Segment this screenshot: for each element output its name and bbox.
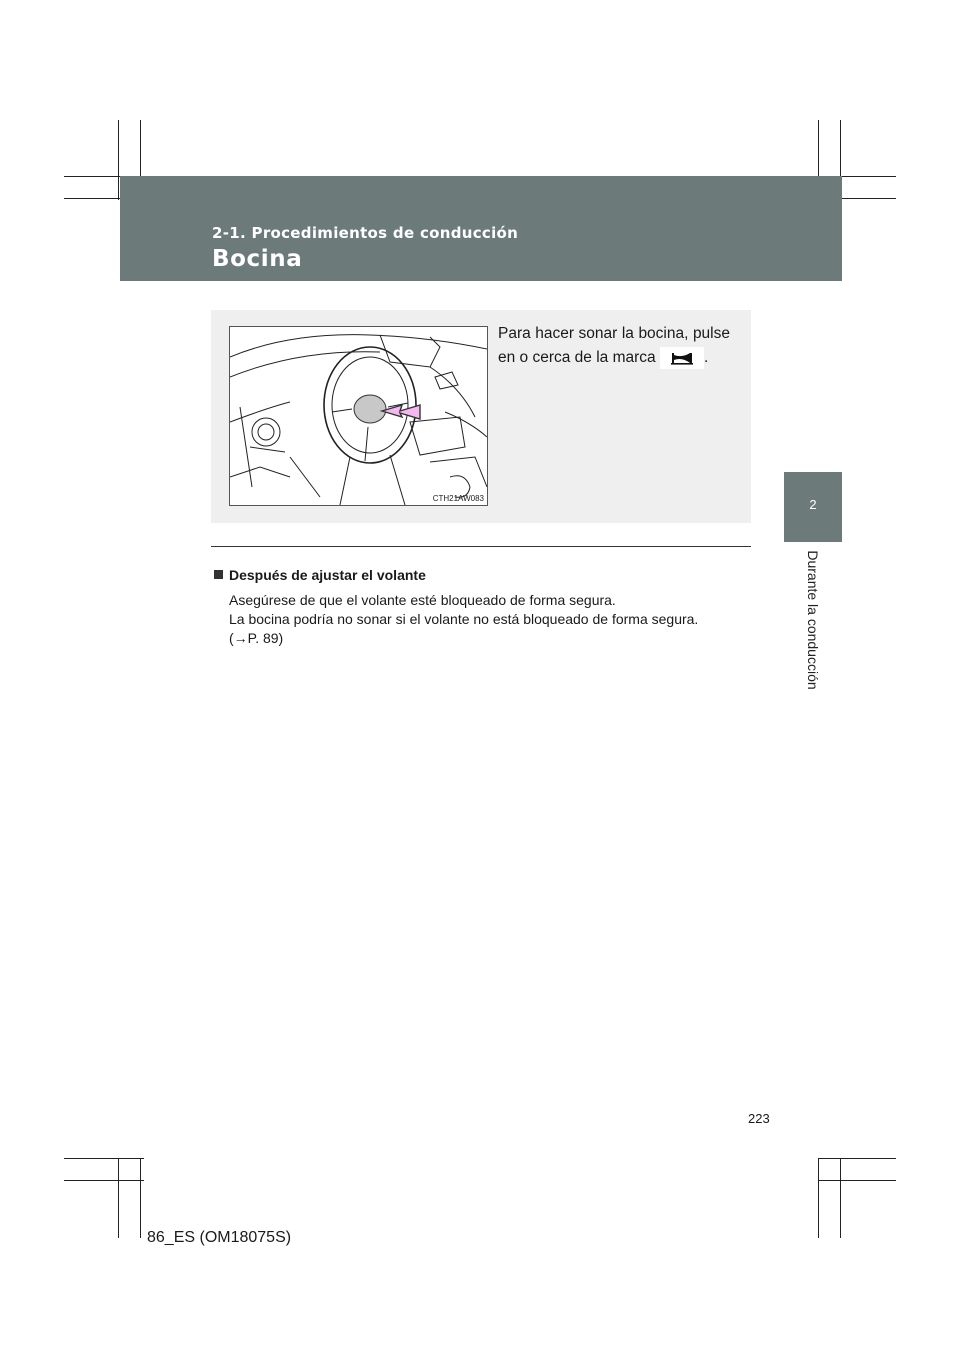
crop-mark [118, 1158, 119, 1238]
crop-mark [64, 1158, 144, 1159]
chapter-label: Durante la conducción [805, 550, 821, 690]
chapter-tab [784, 472, 842, 542]
note-line: (→P. 89) [229, 630, 284, 646]
section-label: 2-1. Procedimientos de conducción [212, 224, 519, 242]
crop-mark [818, 1158, 896, 1159]
note-line: Asegúrese de que el volante esté bloqueado de forma segura. [229, 592, 616, 608]
page-number: 223 [748, 1111, 770, 1126]
chapter-number: 2 [809, 497, 817, 512]
steering-wheel-horn-press-icon [230, 327, 487, 505]
crop-mark [818, 1158, 819, 1238]
note-heading-text: Después de ajustar el volante [229, 567, 426, 583]
crop-mark [118, 120, 119, 200]
header-band [120, 176, 842, 281]
instruction-suffix: . [703, 349, 709, 366]
horn-icon [660, 347, 704, 369]
figure-code: CTH21AW083 [432, 494, 484, 503]
note-line: La bocina podría no sonar si el volante no está bloqueado de forma segura. [229, 611, 699, 627]
instruction-text [498, 322, 730, 370]
note-body [229, 591, 749, 648]
document-code: 86_ES (OM18075S) [147, 1229, 292, 1246]
page-title: Bocina [212, 246, 303, 272]
steering-wheel-illustration [229, 326, 488, 506]
crop-mark [818, 1180, 896, 1181]
note-heading [214, 567, 426, 583]
crop-mark [64, 1180, 144, 1181]
illustration-panel [211, 310, 751, 523]
section-divider [211, 546, 751, 547]
square-bullet-icon [214, 570, 223, 579]
crop-mark [140, 1158, 141, 1238]
crop-mark [840, 1158, 841, 1238]
instruction-body: Para hacer sonar la bocina, pulse en o cerca de la marca [498, 325, 730, 366]
